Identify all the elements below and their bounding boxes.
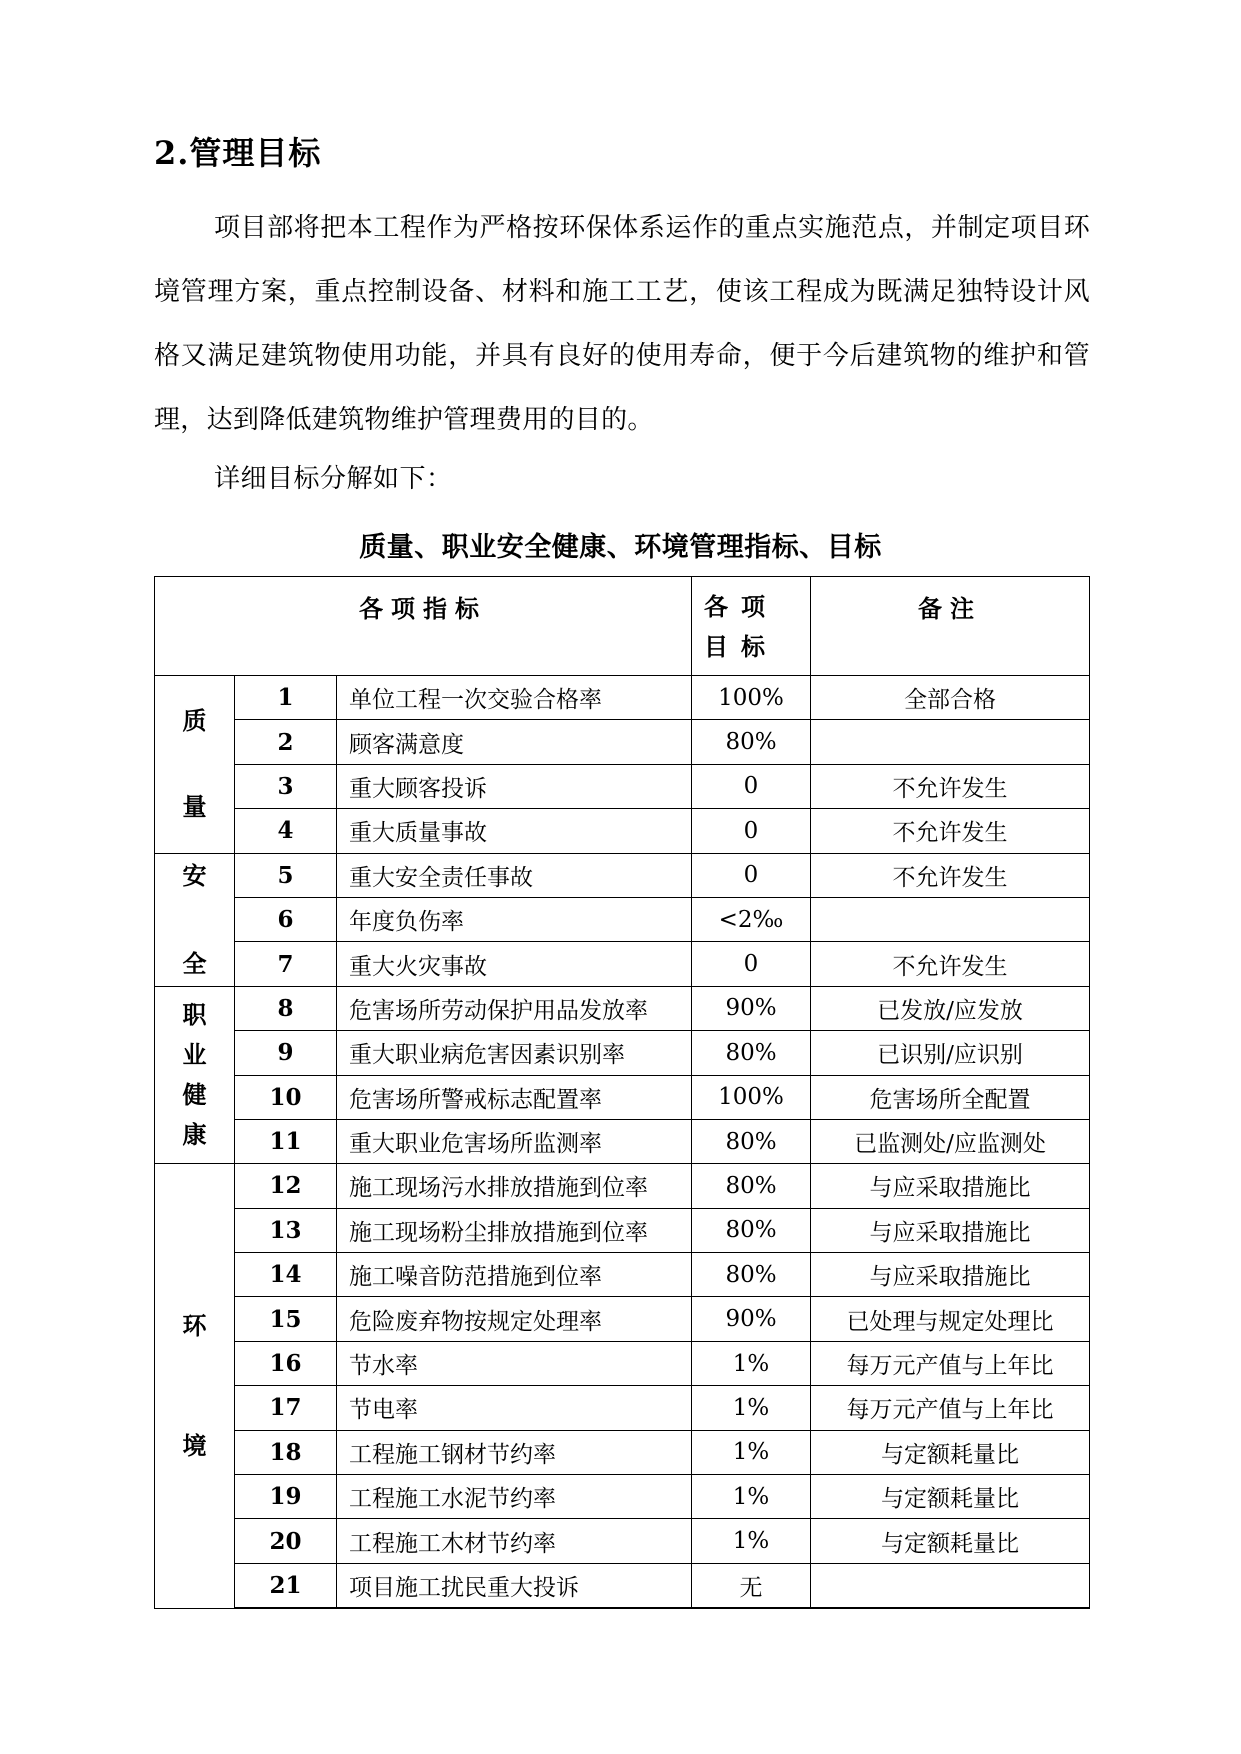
row-target: 无 — [692, 1563, 811, 1608]
table-header-row — [155, 577, 1090, 676]
category-char: 业 — [182, 1040, 207, 1070]
row-remark: 已识别/应识别 — [811, 1031, 1090, 1075]
row-remark: 每万元产值与上年比 — [811, 1341, 1090, 1385]
row-target: 1% — [692, 1475, 811, 1519]
row-target: 0 — [692, 764, 811, 808]
row-indicator: 节水率 — [337, 1341, 692, 1385]
row-target: 1% — [692, 1386, 811, 1430]
row-indicator: 项目施工扰民重大投诉 — [337, 1563, 692, 1608]
row-remark — [811, 897, 1090, 941]
table-row — [155, 720, 1090, 764]
table-row — [155, 1475, 1090, 1519]
row-target: 90% — [692, 986, 811, 1030]
row-indicator: 节电率 — [337, 1386, 692, 1430]
row-indicator: 施工现场粉尘排放措施到位率 — [337, 1208, 692, 1252]
row-target: 80% — [692, 1031, 811, 1075]
category-char: 全 — [182, 948, 207, 978]
row-remark: 与应采取措施比 — [811, 1164, 1090, 1208]
row-remark: 已发放/应发放 — [811, 986, 1090, 1030]
row-number: 7 — [235, 942, 337, 986]
category-health — [155, 986, 235, 1164]
row-target: 0 — [692, 809, 811, 853]
table-row — [155, 764, 1090, 808]
row-remark: 不允许发生 — [811, 809, 1090, 853]
row-indicator: 施工现场污水排放措施到位率 — [337, 1164, 692, 1208]
row-number: 12 — [235, 1164, 337, 1208]
row-remark: 与应采取措施比 — [811, 1208, 1090, 1252]
category-environment — [155, 1164, 235, 1608]
row-indicator: 危害场所警戒标志配置率 — [337, 1075, 692, 1119]
row-target: 100% — [692, 676, 811, 720]
row-target: 0 — [692, 853, 811, 897]
table-row — [155, 1253, 1090, 1297]
row-number: 3 — [235, 764, 337, 808]
row-remark: 全部合格 — [811, 676, 1090, 720]
table-row — [155, 1208, 1090, 1252]
row-target: 90% — [692, 1297, 811, 1341]
table-row — [155, 1341, 1090, 1385]
row-target: 80% — [692, 1253, 811, 1297]
table-row — [155, 1519, 1090, 1563]
row-number: 5 — [235, 853, 337, 897]
table-row — [155, 897, 1090, 941]
row-number: 10 — [235, 1075, 337, 1119]
row-remark: 不允许发生 — [811, 764, 1090, 808]
row-number: 13 — [235, 1208, 337, 1252]
row-indicator: 重大质量事故 — [337, 809, 692, 853]
row-target: 1% — [692, 1430, 811, 1474]
row-remark: 与定额耗量比 — [811, 1519, 1090, 1563]
row-indicator: 工程施工钢材节约率 — [337, 1430, 692, 1474]
table-row — [155, 1430, 1090, 1474]
category-char: 康 — [182, 1120, 207, 1150]
row-remark: 每万元产值与上年比 — [811, 1386, 1090, 1430]
category-char: 境 — [182, 1431, 207, 1460]
category-safety — [155, 853, 235, 986]
row-remark: 已处理与规定处理比 — [811, 1297, 1090, 1341]
category-char: 职 — [182, 1000, 207, 1030]
row-indicator: 重大顾客投诉 — [337, 764, 692, 808]
row-indicator: 施工噪音防范措施到位率 — [337, 1253, 692, 1297]
row-remark — [811, 720, 1090, 764]
row-number: 15 — [235, 1297, 337, 1341]
row-remark: 不允许发生 — [811, 942, 1090, 986]
breakdown-intro: 详细目标分解如下： — [214, 464, 453, 494]
category-char: 质 — [182, 706, 207, 736]
row-number: 4 — [235, 809, 337, 853]
table-title: 质量、职业安全健康、环境管理指标、目标 — [359, 532, 882, 563]
row-number: 19 — [235, 1475, 337, 1519]
row-indicator: 顾客满意度 — [337, 720, 692, 764]
row-number: 17 — [235, 1386, 337, 1430]
category-char: 环 — [182, 1311, 207, 1340]
category-char: 量 — [182, 792, 207, 822]
category-quality — [155, 676, 235, 854]
table-row — [155, 1119, 1090, 1163]
row-indicator: 工程施工木材节约率 — [337, 1519, 692, 1563]
intro-paragraph: 项目部将把本工程作为严格按环保体系运作的重点实施范点，并制定项目环境管理方案，重点控制设备、材料和施工工艺，使该工程成为既满足独特设计风格又满足建筑物使用功能，并具有良好的使用寿命，便于今后建筑物的维护和管理，达到降低建筑物维护管理费用的目的。 — [154, 213, 1090, 435]
row-remark: 与定额耗量比 — [811, 1475, 1090, 1519]
row-target: 100% — [692, 1075, 811, 1119]
table-row — [155, 853, 1090, 897]
table-row — [155, 809, 1090, 853]
table-row — [155, 1075, 1090, 1119]
row-number: 16 — [235, 1341, 337, 1385]
row-number: 20 — [235, 1519, 337, 1563]
table-row — [155, 986, 1090, 1030]
row-number: 2 — [235, 720, 337, 764]
row-target: 0 — [692, 942, 811, 986]
row-number: 14 — [235, 1253, 337, 1297]
row-indicator: 工程施工水泥节约率 — [337, 1475, 692, 1519]
row-indicator: 危害场所劳动保护用品发放率 — [337, 986, 692, 1030]
table-row — [155, 942, 1090, 986]
row-target: 80% — [692, 720, 811, 764]
row-indicator: 年度负伤率 — [337, 897, 692, 941]
table-row — [155, 1297, 1090, 1341]
header-indicator: 各项指标 — [155, 577, 692, 676]
row-target: <2‰ — [692, 897, 811, 941]
row-indicator: 重大火灾事故 — [337, 942, 692, 986]
row-number: 11 — [235, 1119, 337, 1163]
row-target: 80% — [692, 1119, 811, 1163]
category-char: 健 — [182, 1080, 207, 1110]
row-indicator: 单位工程一次交验合格率 — [337, 676, 692, 720]
row-remark — [811, 1563, 1090, 1608]
row-number: 21 — [235, 1563, 337, 1608]
category-char: 安 — [182, 860, 207, 890]
table-row — [155, 1031, 1090, 1075]
row-remark: 与应采取措施比 — [811, 1253, 1090, 1297]
row-remark: 已监测处/应监测处 — [811, 1119, 1090, 1163]
row-indicator: 重大职业危害场所监测率 — [337, 1119, 692, 1163]
section-heading: 2.管理目标 — [154, 134, 322, 172]
row-indicator: 重大安全责任事故 — [337, 853, 692, 897]
row-number: 6 — [235, 897, 337, 941]
header-target: 各项目标 — [692, 577, 811, 676]
targets-table — [154, 576, 1090, 1609]
row-target: 1% — [692, 1519, 811, 1563]
row-remark: 不允许发生 — [811, 853, 1090, 897]
table-row — [155, 1164, 1090, 1208]
row-number: 9 — [235, 1031, 337, 1075]
row-remark: 危害场所全配置 — [811, 1075, 1090, 1119]
table-row — [155, 1563, 1090, 1608]
row-indicator: 危险废弃物按规定处理率 — [337, 1297, 692, 1341]
row-number: 8 — [235, 986, 337, 1030]
row-indicator: 重大职业病危害因素识别率 — [337, 1031, 692, 1075]
table-row — [155, 1386, 1090, 1430]
table-row — [155, 676, 1090, 720]
row-target: 80% — [692, 1164, 811, 1208]
row-target: 1% — [692, 1341, 811, 1385]
row-target: 80% — [692, 1208, 811, 1252]
header-remark: 备注 — [811, 577, 1090, 676]
row-number: 18 — [235, 1430, 337, 1474]
row-number: 1 — [235, 676, 337, 720]
row-remark: 与定额耗量比 — [811, 1430, 1090, 1474]
